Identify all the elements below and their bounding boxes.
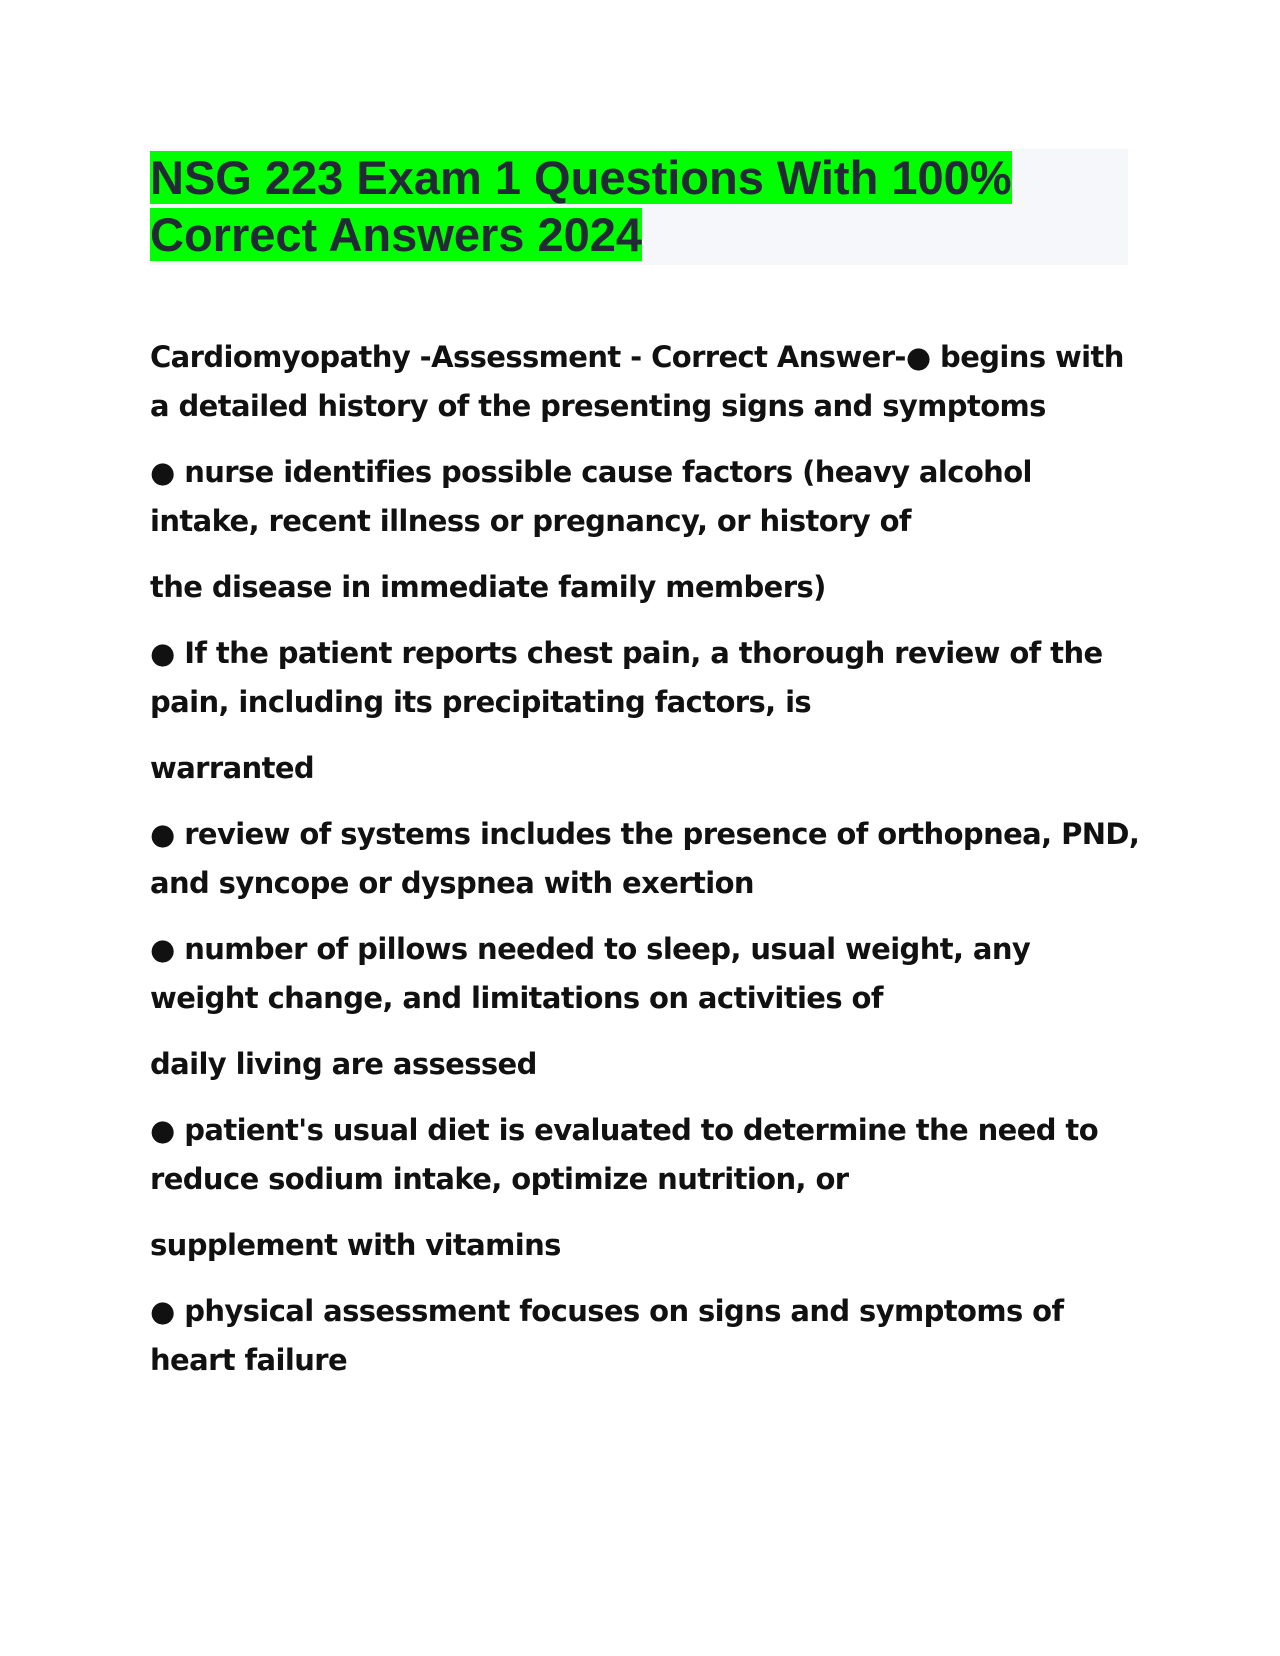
- paragraph-4: ● If the patient reports chest pain, a thorough review of the pain, including its precipitating factors, is: [150, 636, 1103, 719]
- paragraph-2: ● nurse identifies possible cause factors (heavy alcohol intake, recent illness or pregnancy, or history of: [150, 455, 1032, 538]
- document-title: [150, 149, 1128, 263]
- paragraph-5: warranted: [150, 751, 315, 785]
- paragraph-3: the disease in immediate family members): [150, 570, 826, 604]
- paragraph-11: ● physical assessment focuses on signs and symptoms of heart failure: [150, 1294, 1064, 1377]
- paragraph-7: ● number of pillows needed to sleep, usual weight, any weight change, and limitations on activities of: [150, 932, 1031, 1015]
- title-box: [150, 149, 1128, 265]
- document-body: [150, 333, 1140, 1402]
- paragraph-8: daily living are assessed: [150, 1047, 537, 1081]
- paragraph-1: Cardiomyopathy -Assessment - Correct Answer-● begins with a detailed history of the presenting signs and symptoms: [150, 340, 1124, 423]
- paragraph-9: ● patient's usual diet is evaluated to determine the need to reduce sodium intake, optimize nutrition, or: [150, 1113, 1099, 1196]
- paragraph-10: supplement with vitamins: [150, 1228, 561, 1262]
- document-title-text: NSG 223 Exam 1 Questions With 100% Correct Answers 2024: [150, 151, 1012, 261]
- paragraph-6: ● review of systems includes the presence of orthopnea, PND, and syncope or dyspnea with exertion: [150, 817, 1140, 900]
